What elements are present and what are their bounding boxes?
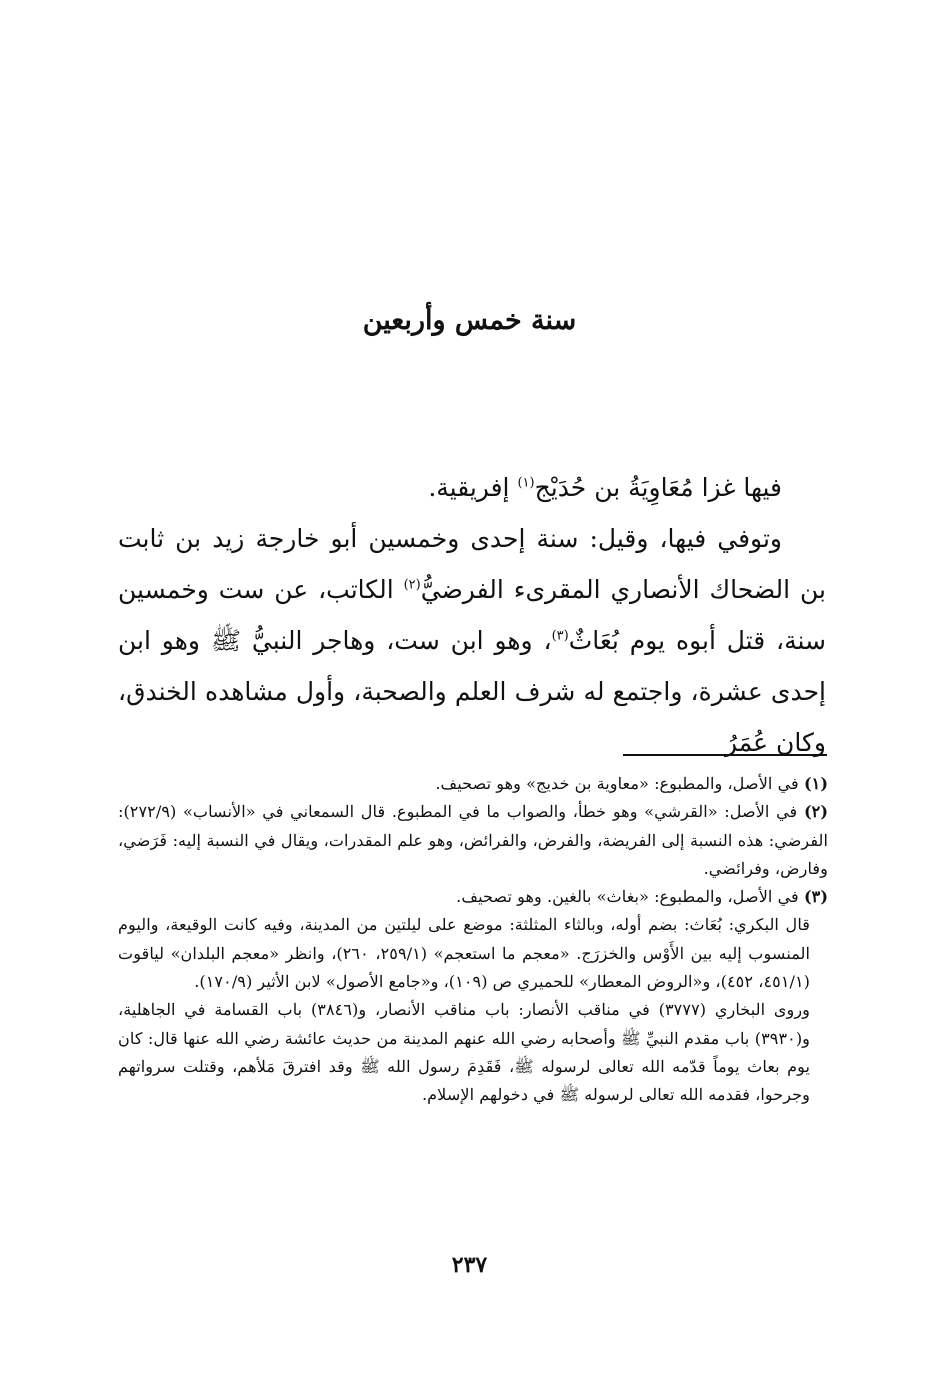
footnote-2-number: (٢) [803, 802, 828, 822]
footnote-3-continuation-2: وروى البخاري (٣٧٧٧) في مناقب الأنصار: باب مناقب الأنصار، و(٣٨٤٦) باب القسامة في الجاهلية، و(٣٩٣٠) باب مقدم النبيِّ ﷺ وأصحابه رضي الله عنهم المدينة من حديث عائشة رضي الله عنها قال: كان يوم بعاث يوماً قدّمه الله تعالى لرسوله ﷺ، فَقَدِمَ رسول الله ﷺ وقد افترقَ مَلأهم، وقتلت سرواتهم وجرحوا، فقدمه الله تعالى لرسوله ﷺ في دخولهم الإسلام. [118, 1000, 810, 1105]
footnote-ref-3: (٣) [551, 628, 569, 644]
footnote-3-continuation-1: قال البكري: بُعَاث: بضم أوله، وبالثاء المثلثة: موضع على ليلتين من المدينة، وفيه كانت الوقيعة، واليوم المنسوب إليه بين الأَوْس والخزرَج. «معجم ما استعجم» (٢٥٩/١، ٢٦٠)، وانظر «معجم البلدان» لياقوت (٤٥١/١، ٤٥٢)، و«الروض المعطار» للحميري ص (١٠٩)، و«جامع الأصول» لابن الأثير (١٧٠/٩). [118, 915, 810, 992]
footnote-2-text: في الأصل: «القرشي» وهو خطأ، والصواب ما في المطبوع. قال السمعاني في «الأنساب» (٢٧٢/٩): الفرضي: هذه النسبة إلى الفريضة، والفرض، والفرائض، وهو علم المقدرات، ويقال في النسبة إليه: فَرَضي، وفارض، وفرائضي. [118, 802, 828, 878]
footnote-1 [118, 770, 828, 798]
paragraph-1-end: إفريقية. [428, 473, 518, 502]
main-text [118, 462, 826, 768]
paragraph-1 [118, 462, 826, 513]
footnotes [118, 770, 828, 1110]
footnote-3-text: في الأصل، والمطبوع: «بغاث» بالغين. وهو تصحيف. [456, 887, 804, 907]
footnote-3 [118, 883, 828, 911]
footnote-1-number: (١) [803, 774, 828, 793]
footnote-ref-1: (١) [517, 475, 535, 491]
paragraph-2-text-a: وتوفي فيها، وقيل: سنة إحدى وخمسين أبو خارجة زيد بن ثابت بن الضحاك الأنصاري المقرىء الفرضيُّ [118, 524, 826, 604]
footnote-3-number: (٣) [803, 887, 828, 907]
chapter-heading: سنة خمس وأربعين [362, 305, 577, 336]
paragraph-2 [118, 513, 826, 768]
footnote-separator [623, 754, 827, 756]
paragraph-2-text-b: الكاتب، عن ست وخمسين سنة، قتل أبوه يوم بُعَاثٌ [118, 575, 827, 655]
footnote-2 [118, 798, 828, 883]
paragraph-1-text: فيها غزا مُعَاوِيَةُ بن حُدَيْج [534, 473, 782, 502]
paragraph-2-text-c: ، وهو ابن ست، وهاجر النبيُّ ﷺ وهو ابن إحدى عشرة، واجتمع له شرف العلم والصحبة، وأول مشاهده الخندق، وكان عُمَرُ [118, 626, 826, 757]
footnote-1-text: في الأصل، والمطبوع: «معاوية بن خديج» وهو تصحيف. [435, 774, 804, 793]
footnote-ref-2: (٢) [403, 577, 421, 593]
page-number: ٢٣٧ [451, 1252, 488, 1278]
